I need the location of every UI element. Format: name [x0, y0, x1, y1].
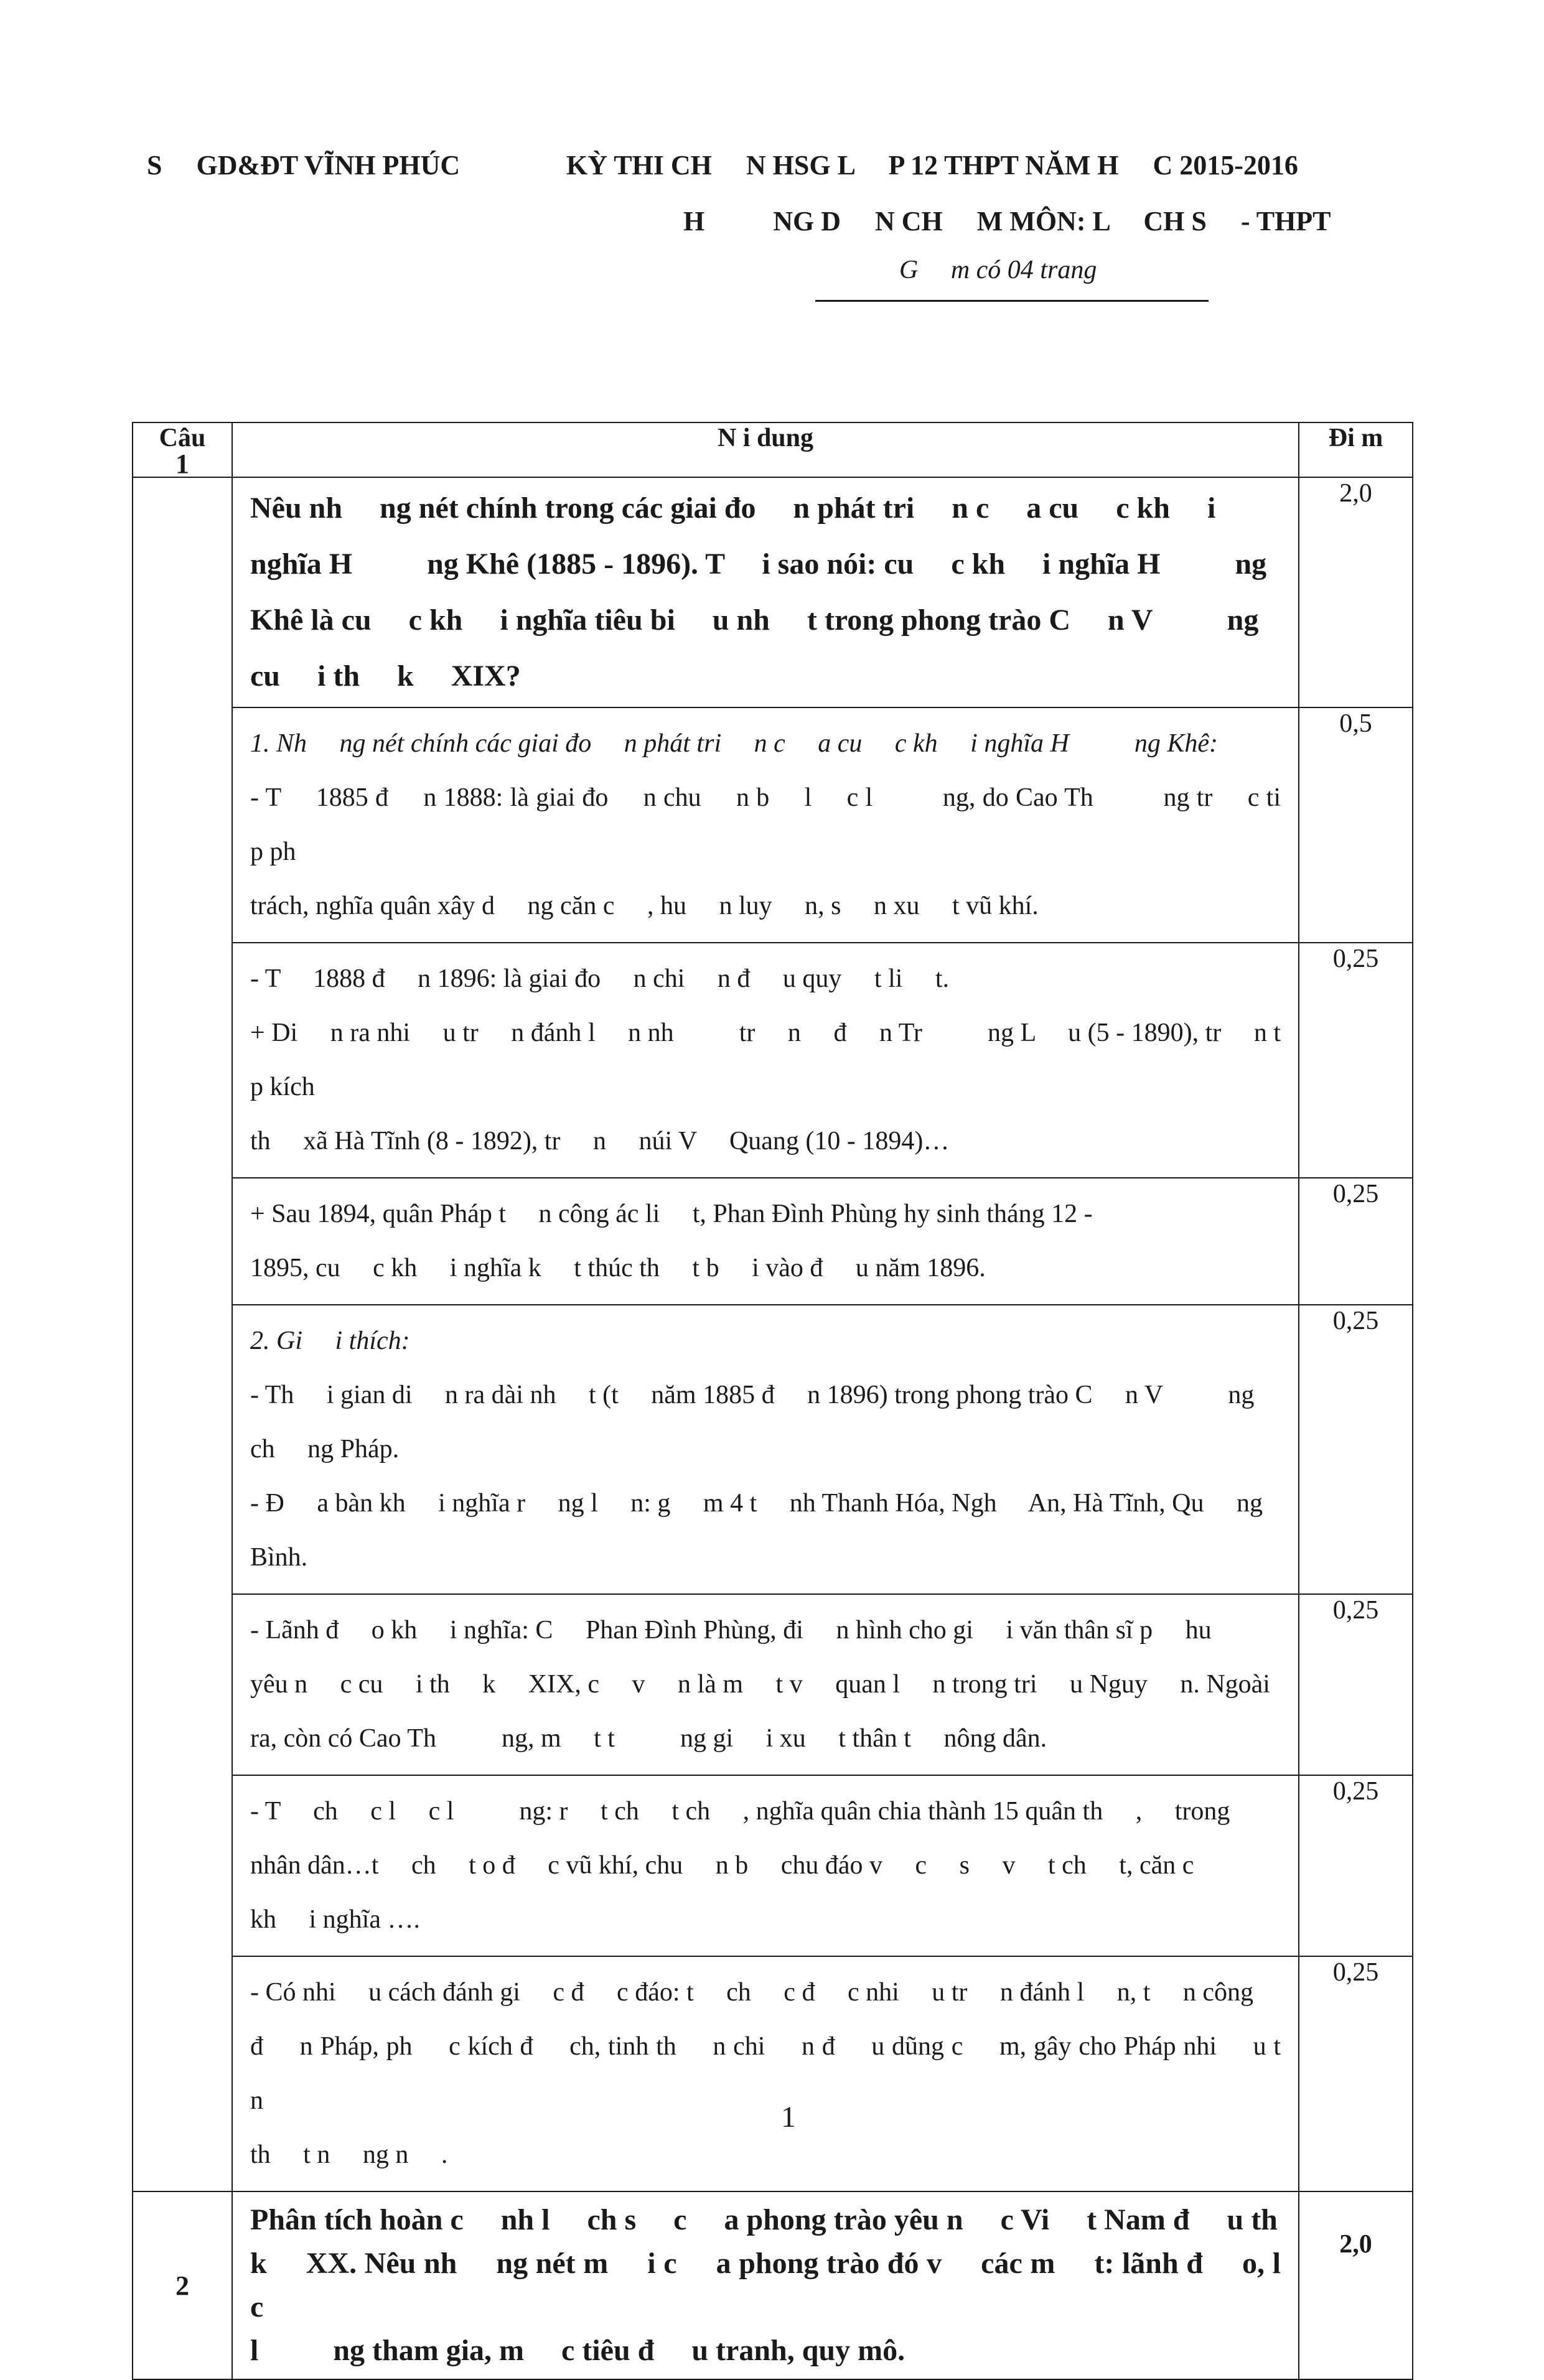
q1-answer-row: [133, 943, 1413, 1178]
q1-answer-row: [133, 1305, 1413, 1594]
answer-line: nhân dân…t ch t o đ c vũ khí, chu n b chu đáo v c s v t ch t, căn c: [250, 1851, 1194, 1880]
q1-answer-row: [133, 1594, 1413, 1775]
answer-line: - T 1888 đ n 1896: là giai đo n chi n đ u quy t li t.: [250, 964, 950, 993]
q1-question: [232, 477, 1299, 707]
answer-line: đ n Pháp, ph c kích đ ch, tinh th n chi n đ u dũng c m, gây cho Pháp nhi u t n: [250, 2032, 1314, 2115]
q2-question: [232, 2191, 1318, 2379]
exam-title: KỲ THI CH N HSG L P 12 THPT NĂM H C 2015-2016: [566, 150, 1298, 180]
q1-answer-2: [232, 943, 1314, 1178]
q1-question-line: cu i th k XIX?: [250, 660, 521, 693]
marking-guide-title: H NG D N CH M MÔN: L CH S - THPT: [683, 206, 1331, 236]
answer-line: trách, nghĩa quân xây d ng căn c , hu n luy n, s n xu t vũ khí.: [250, 892, 1039, 920]
department-name: S GD&ĐT VĨNH PHÚC: [147, 150, 461, 180]
answer-line: th xã Hà Tĩnh (8 - 1892), tr n núi V Quang (10 - 1894)…: [250, 1127, 950, 1155]
table-header-row: [133, 422, 1413, 477]
q1-answer-4: [232, 1305, 1299, 1594]
q1-answer-1-score: 0,5: [1299, 707, 1413, 943]
answer-line: - Có nhi u cách đánh gi c đ c đáo: t ch c đ c nhi u tr n đánh l n, t n công: [250, 1978, 1254, 2007]
q1-answer-1: [232, 707, 1314, 943]
q1-question-score: 2,0: [1299, 477, 1413, 707]
answer-line: th t n ng n .: [250, 2140, 448, 2169]
q1-answer-row: [133, 1775, 1413, 1956]
answer-line: - T ch c l c l ng: r t ch t ch , nghĩa quân chia thành 15 quân th , trong: [250, 1797, 1230, 1826]
q1-answer-3-score: 0,25: [1299, 1178, 1413, 1305]
q2-question-line: k XX. Nêu nh ng nét m i c a phong trào đó v các m t: lãnh đ o, l c: [250, 2247, 1318, 2323]
answer-line: - Đ a bàn kh i nghĩa r ng l n: g m 4 t nh Thanh Hóa, Ngh An, Hà Tĩnh, Qu ng: [250, 1489, 1263, 1518]
answer-line: - Th i gian di n ra dài nh t (t năm 1885 đ n 1896) trong phong trào C n V ng: [250, 1381, 1255, 1409]
q1-answer-row: [133, 1178, 1413, 1305]
answer-line: 2. Gi i thích:: [250, 1327, 410, 1355]
q1-answer-3: [232, 1178, 1299, 1305]
answer-line: 1. Nh ng nét chính các giai đo n phát tri n c a cu c kh i nghĩa H ng Khê:: [250, 729, 1218, 758]
q2-number: 2: [133, 2191, 232, 2379]
q1-question-line: nghĩa H ng Khê (1885 - 1896). T i sao nói: cu c kh i nghĩa H ng: [250, 548, 1267, 581]
q1-number: 1: [175, 449, 189, 479]
header-underline: [815, 300, 1209, 302]
q1-answer-row: [133, 707, 1413, 943]
answer-line: - Lãnh đ o kh i nghĩa: C Phan Đình Phùng, đi n hình cho gi i văn thân sĩ p hu: [250, 1616, 1212, 1645]
col-score-header: Đi m: [1299, 422, 1413, 477]
q1-answer-6: [232, 1775, 1299, 1956]
q1-question-line: Khê là cu c kh i nghĩa tiêu bi u nh t trong phong trào C n V ng: [250, 604, 1259, 637]
q1-answer-7: [232, 1956, 1314, 2191]
q1-answer-7-score: 0,25: [1299, 1956, 1413, 2191]
q1-question-line: Nêu nh ng nét chính trong các giai đo n phát tri n c a cu c kh i: [250, 492, 1216, 525]
q2-question-row: [133, 2191, 1413, 2379]
page-number: 1: [781, 2101, 796, 2134]
answer-line: - T 1885 đ n 1888: là giai đo n chu n b l c l ng, do Cao Th ng tr c ti p ph: [250, 783, 1314, 866]
answer-line: + Di n ra nhi u tr n đánh l n nh tr n đ n Tr ng L u (5 - 1890), tr n t p kích: [250, 1019, 1314, 1101]
col-question-header: Câu: [133, 422, 232, 477]
q2-question-line: Phân tích hoàn c nh l ch s c a phong trào yêu n c Vi t Nam đ u th: [250, 2203, 1278, 2236]
q1-question-row: [133, 477, 1413, 707]
answer-line: yêu n c cu i th k XIX, c v n là m t v quan l n trong tri u Nguy n. Ngoài: [250, 1670, 1270, 1699]
marking-table: [132, 422, 1413, 2380]
q2-score: 2,0: [1299, 2191, 1413, 2379]
answer-line: ch ng Pháp.: [250, 1435, 400, 1463]
answer-line: Bình.: [250, 1543, 308, 1572]
answer-line: + Sau 1894, quân Pháp t n công ác li t, Phan Đình Phùng hy sinh tháng 12 -: [250, 1200, 1093, 1228]
answer-line: ra, còn có Cao Th ng, m t t ng gi i xu t thân t nông dân.: [250, 1724, 1047, 1753]
page-count-note: G m có 04 trang: [899, 256, 1097, 284]
q1-answer-row: [133, 1956, 1413, 2191]
q1-answer-4-score: 0,25: [1299, 1305, 1413, 1594]
col-content-header: N i dung: [232, 422, 1299, 477]
answer-line: 1895, cu c kh i nghĩa k t thúc th t b i vào đ u năm 1896.: [250, 1254, 986, 1282]
q2-question-line: l ng tham gia, m c tiêu đ u tranh, quy mô.: [250, 2334, 905, 2367]
q1-answer-5: [232, 1594, 1299, 1775]
q1-answer-2-score: 0,25: [1299, 943, 1413, 1178]
q1-number-cell: [133, 449, 232, 2191]
answer-line: kh i nghĩa ….: [250, 1905, 420, 1934]
q1-answer-5-score: 0,25: [1299, 1594, 1413, 1775]
q1-answer-6-score: 0,25: [1299, 1775, 1413, 1956]
